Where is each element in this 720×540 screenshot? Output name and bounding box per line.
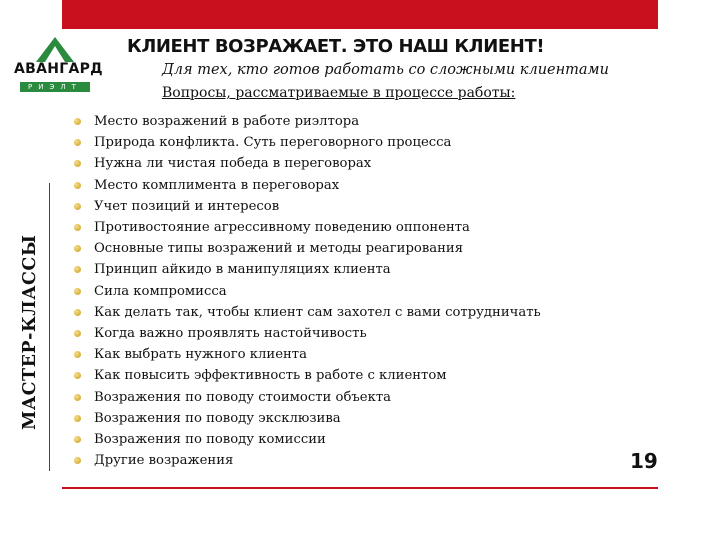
bullet-icon — [74, 351, 81, 358]
topic-text: Возражения по поводу стоимости объекта — [94, 389, 391, 405]
list-item — [74, 281, 541, 302]
list-item — [74, 259, 541, 280]
logo-name: АВАНГАРД — [14, 61, 103, 77]
list-item — [74, 238, 541, 259]
list-item — [74, 196, 541, 217]
bullet-icon — [74, 118, 81, 125]
logo-tagline: РИЭЛТ — [20, 82, 90, 92]
list-item — [74, 111, 541, 132]
topic-text: Противостояние агрессивному поведению оппонента — [94, 220, 470, 236]
topic-text: Место комплимента в переговорах — [94, 177, 340, 193]
bullet-icon — [74, 266, 81, 273]
topic-text: Место возражений в работе риэлтора — [94, 114, 360, 130]
topic-text: Возражения по поводу комиссии — [94, 431, 326, 447]
header-bar — [62, 0, 658, 29]
topic-text: Как выбрать нужного клиента — [94, 347, 307, 363]
bullet-icon — [74, 288, 81, 295]
bullet-icon — [74, 309, 81, 316]
topic-list — [74, 111, 541, 471]
list-item — [74, 429, 541, 450]
bullet-icon — [74, 457, 81, 464]
list-item — [74, 408, 541, 429]
bullet-icon — [74, 372, 81, 379]
section-heading: Вопросы, рассматриваемые в процессе работы: — [162, 85, 516, 101]
page-title: КЛИЕНТ ВОЗРАЖАЕТ. ЭТО НАШ КЛИЕНТ! — [127, 36, 545, 57]
list-item — [74, 450, 541, 471]
bullet-icon — [74, 415, 81, 422]
page-number: 19 — [630, 449, 658, 473]
topic-text: Возражения по поводу эксклюзива — [94, 410, 341, 426]
topic-text: Природа конфликта. Суть переговорного процесса — [94, 135, 452, 151]
list-item — [74, 175, 541, 196]
topic-text: Учет позиций и интересов — [94, 198, 280, 214]
topic-text: Когда важно проявлять настойчивость — [94, 325, 367, 341]
list-item — [74, 386, 541, 407]
list-item — [74, 153, 541, 174]
topic-text: Нужна ли чистая победа в переговорах — [94, 156, 372, 172]
bullet-icon — [74, 139, 81, 146]
list-item — [74, 323, 541, 344]
topic-text: Как делать так, чтобы клиент сам захотел с вами сотрудничать — [94, 304, 541, 320]
list-item — [74, 217, 541, 238]
bullet-icon — [74, 224, 81, 231]
page-subtitle: Для тех, кто готов работать со сложными клиентами — [162, 62, 609, 78]
footer-divider — [62, 487, 658, 489]
topic-text: Принцип айкидо в манипуляциях клиента — [94, 262, 391, 278]
list-item — [74, 344, 541, 365]
bullet-icon — [74, 182, 81, 189]
bullet-icon — [74, 394, 81, 401]
list-item — [74, 365, 541, 386]
bullet-icon — [74, 436, 81, 443]
list-item — [74, 302, 541, 323]
logo-triangle-icon — [36, 37, 74, 62]
bullet-icon — [74, 160, 81, 167]
bullet-icon — [74, 330, 81, 337]
side-divider — [49, 183, 50, 471]
topic-text: Основные типы возражений и методы реагирования — [94, 241, 464, 257]
bullet-icon — [74, 245, 81, 252]
topic-text: Как повысить эффективность в работе с клиентом — [94, 368, 447, 384]
side-label: МАСТЕР-КЛАССЫ — [20, 234, 40, 430]
list-item — [74, 132, 541, 153]
topic-text: Сила компромисса — [94, 283, 227, 299]
bullet-icon — [74, 203, 81, 210]
topic-text: Другие возражения — [94, 453, 234, 469]
company-logo — [14, 37, 103, 99]
